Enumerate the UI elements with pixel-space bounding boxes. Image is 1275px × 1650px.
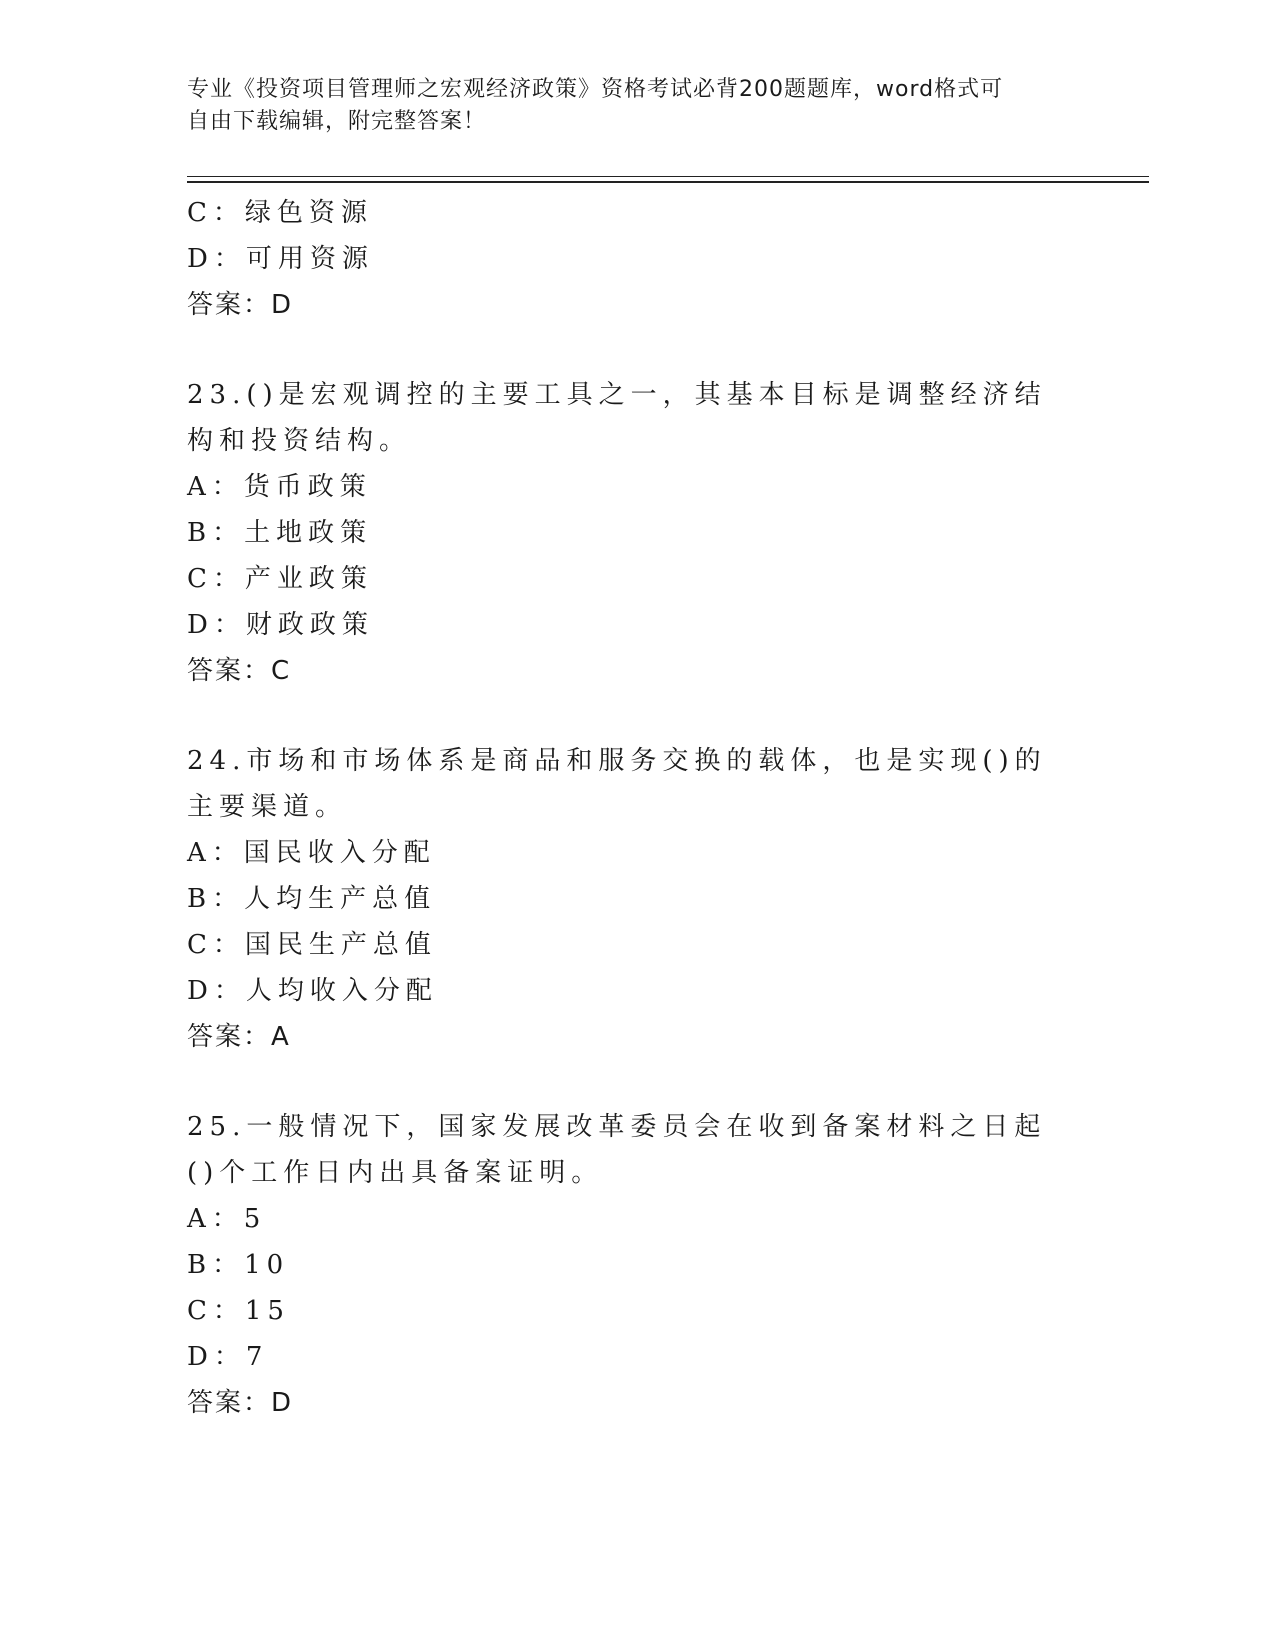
question-text: 23.()是宏观调控的主要工具之一，其基本目标是调整经济结构和投资结构。 bbox=[187, 380, 1047, 456]
question-text: 24.市场和市场体系是商品和服务交换的载体，也是实现()的主要渠道。 bbox=[187, 746, 1047, 822]
option-c: C：产业政策 bbox=[187, 564, 373, 594]
answer-line: 答案：D bbox=[187, 1388, 294, 1418]
question-25 bbox=[187, 1104, 1067, 1426]
option-a: A：5 bbox=[187, 1204, 267, 1234]
question-content bbox=[187, 190, 1067, 1426]
document-header bbox=[187, 74, 1067, 138]
option-c: C：国民生产总值 bbox=[187, 930, 437, 960]
header-line-2: 自由下载编辑，附完整答案！ bbox=[187, 109, 487, 134]
header-divider-thin bbox=[187, 176, 1149, 177]
option-d: D：可用资源 bbox=[187, 244, 374, 274]
option-a: A：货币政策 bbox=[187, 472, 372, 502]
option-b: B：人均生产总值 bbox=[187, 884, 437, 914]
option-d: D：财政政策 bbox=[187, 610, 374, 640]
option-a: A：国民收入分配 bbox=[187, 838, 436, 868]
spacer bbox=[187, 328, 1067, 372]
spacer bbox=[187, 694, 1067, 738]
option-d: D：人均收入分配 bbox=[187, 976, 438, 1006]
option-c: C：15 bbox=[187, 1296, 290, 1326]
option-c: C：绿色资源 bbox=[187, 198, 373, 228]
header-line-1: 专业《投资项目管理师之宏观经济政策》资格考试必背200题题库，word格式可 bbox=[187, 77, 1004, 102]
carryover-block bbox=[187, 190, 1067, 328]
question-text: 25.一般情况下，国家发展改革委员会在收到备案材料之日起()个工作日内出具备案证明。 bbox=[187, 1112, 1047, 1188]
question-24 bbox=[187, 738, 1067, 1060]
option-d: D：7 bbox=[187, 1342, 269, 1372]
option-b: B：土地政策 bbox=[187, 518, 373, 548]
question-23 bbox=[187, 372, 1067, 694]
spacer bbox=[187, 1060, 1067, 1104]
header-divider-thick bbox=[187, 181, 1149, 183]
answer-line: 答案：A bbox=[187, 1022, 291, 1052]
answer-line: 答案：C bbox=[187, 656, 292, 686]
option-b: B：10 bbox=[187, 1250, 290, 1280]
answer-line: 答案：D bbox=[187, 290, 294, 320]
